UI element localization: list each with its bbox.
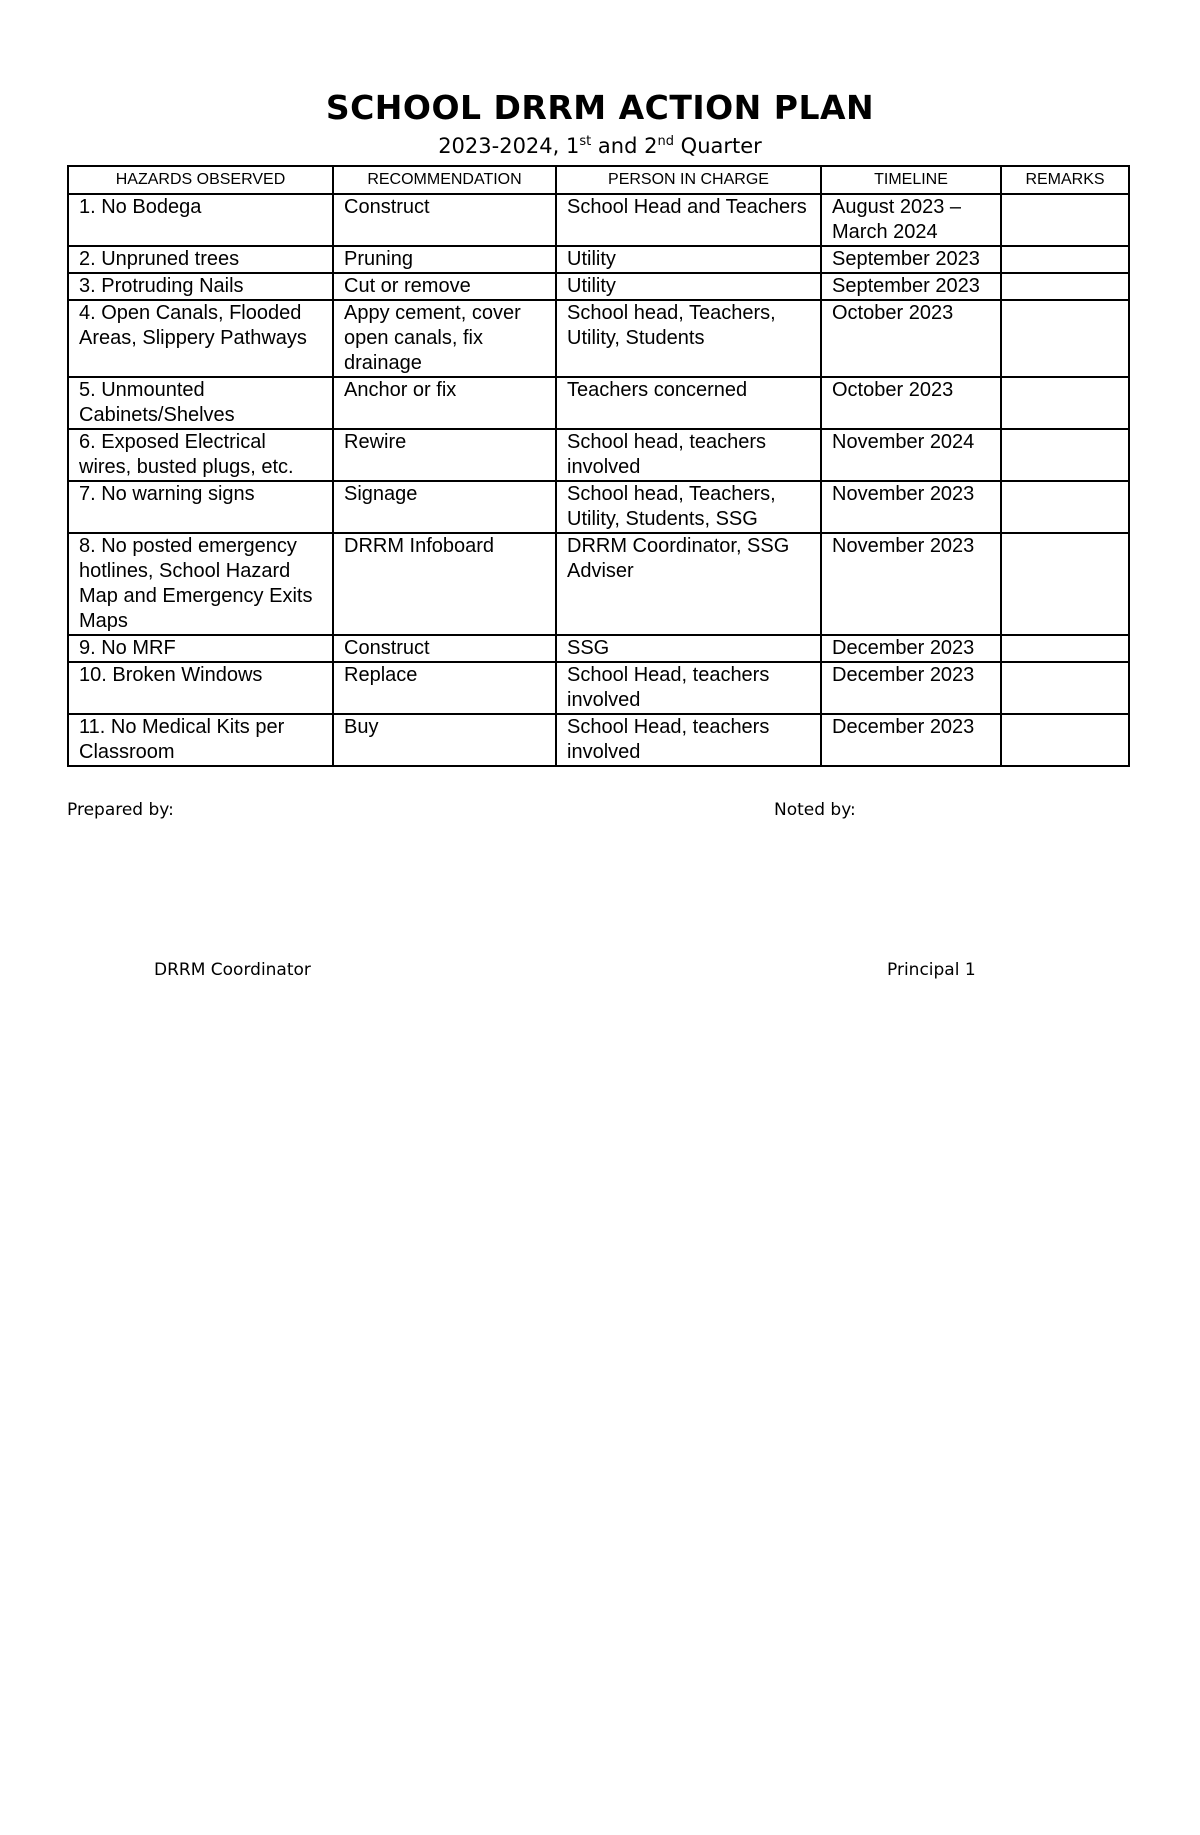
- hazard-cell: 8. No posted emergency hotlines, School Hazard Map and Emergency Exits Maps: [68, 533, 333, 635]
- remarks-cell: [1001, 377, 1129, 429]
- recommendation-cell: Replace: [333, 662, 556, 714]
- subtitle-years: 2023-2024, 1: [438, 134, 580, 158]
- hazard-cell: 7. No warning signs: [68, 481, 333, 533]
- timeline-cell: September 2023: [821, 246, 1001, 273]
- timeline-cell: November 2023: [821, 533, 1001, 635]
- table-row: [68, 662, 1129, 714]
- table-row: [68, 194, 1129, 246]
- person-cell: Utility: [556, 273, 821, 300]
- prepared-by-label: Prepared by:: [67, 800, 174, 820]
- timeline-cell: September 2023: [821, 273, 1001, 300]
- action-plan-table: [67, 165, 1130, 767]
- remarks-cell: [1001, 481, 1129, 533]
- header-timeline: TIMELINE: [821, 166, 1001, 194]
- document-title: SCHOOL DRRM ACTION PLAN: [325, 88, 875, 127]
- header-hazards-observed: HAZARDS OBSERVED: [68, 166, 333, 194]
- timeline-cell: December 2023: [821, 662, 1001, 714]
- remarks-cell: [1001, 246, 1129, 273]
- timeline-cell: October 2023: [821, 300, 1001, 377]
- timeline-cell: November 2024: [821, 429, 1001, 481]
- table-row: [68, 714, 1129, 766]
- recommendation-cell: Cut or remove: [333, 273, 556, 300]
- recommendation-cell: Pruning: [333, 246, 556, 273]
- table-header-row: [68, 166, 1129, 194]
- person-cell: School head, teachers involved: [556, 429, 821, 481]
- person-cell: School head, Teachers, Utility, Students: [556, 300, 821, 377]
- header-person-in-charge: PERSON IN CHARGE: [556, 166, 821, 194]
- timeline-cell: December 2023: [821, 714, 1001, 766]
- table-row: [68, 481, 1129, 533]
- noted-by-label: Noted by:: [774, 800, 856, 820]
- hazard-cell: 5. Unmounted Cabinets/Shelves: [68, 377, 333, 429]
- document-subtitle: [0, 134, 1200, 158]
- noted-by-role: Principal 1: [887, 960, 976, 980]
- timeline-cell: November 2023: [821, 481, 1001, 533]
- hazard-cell: 4. Open Canals, Flooded Areas, Slippery Pathways: [68, 300, 333, 377]
- recommendation-cell: Signage: [333, 481, 556, 533]
- table-row: [68, 429, 1129, 481]
- person-cell: DRRM Coordinator, SSG Adviser: [556, 533, 821, 635]
- recommendation-cell: Buy: [333, 714, 556, 766]
- hazard-cell: 11. No Medical Kits per Classroom: [68, 714, 333, 766]
- hazard-cell: 6. Exposed Electrical wires, busted plugs, etc.: [68, 429, 333, 481]
- header-recommendation: RECOMMENDATION: [333, 166, 556, 194]
- remarks-cell: [1001, 273, 1129, 300]
- timeline-cell: October 2023: [821, 377, 1001, 429]
- hazard-cell: 10. Broken Windows: [68, 662, 333, 714]
- recommendation-cell: Appy cement, cover open canals, fix drainage: [333, 300, 556, 377]
- recommendation-cell: Construct: [333, 635, 556, 662]
- hazard-cell: 1. No Bodega: [68, 194, 333, 246]
- person-cell: School Head, teachers involved: [556, 714, 821, 766]
- table-row: [68, 533, 1129, 635]
- subtitle-and: and 2: [591, 134, 658, 158]
- timeline-cell: December 2023: [821, 635, 1001, 662]
- recommendation-cell: Rewire: [333, 429, 556, 481]
- hazard-cell: 2. Unpruned trees: [68, 246, 333, 273]
- hazard-cell: 3. Protruding Nails: [68, 273, 333, 300]
- subtitle-sup-first: st: [579, 134, 592, 149]
- remarks-cell: [1001, 635, 1129, 662]
- person-cell: Teachers concerned: [556, 377, 821, 429]
- recommendation-cell: DRRM Infoboard: [333, 533, 556, 635]
- table-row: [68, 246, 1129, 273]
- recommendation-cell: Construct: [333, 194, 556, 246]
- subtitle-quarter: Quarter: [673, 134, 762, 158]
- person-cell: School Head, teachers involved: [556, 662, 821, 714]
- person-cell: School Head and Teachers: [556, 194, 821, 246]
- remarks-cell: [1001, 714, 1129, 766]
- remarks-cell: [1001, 194, 1129, 246]
- subtitle-sup-second: nd: [657, 134, 674, 149]
- table-row: [68, 300, 1129, 377]
- hazard-cell: 9. No MRF: [68, 635, 333, 662]
- table-row: [68, 273, 1129, 300]
- person-cell: SSG: [556, 635, 821, 662]
- prepared-by-role: DRRM Coordinator: [154, 960, 311, 980]
- remarks-cell: [1001, 300, 1129, 377]
- timeline-cell: August 2023 – March 2024: [821, 194, 1001, 246]
- recommendation-cell: Anchor or fix: [333, 377, 556, 429]
- remarks-cell: [1001, 533, 1129, 635]
- person-cell: School head, Teachers, Utility, Students, SSG: [556, 481, 821, 533]
- remarks-cell: [1001, 429, 1129, 481]
- remarks-cell: [1001, 662, 1129, 714]
- table-row: [68, 377, 1129, 429]
- header-remarks: REMARKS: [1001, 166, 1129, 194]
- person-cell: Utility: [556, 246, 821, 273]
- table-row: [68, 635, 1129, 662]
